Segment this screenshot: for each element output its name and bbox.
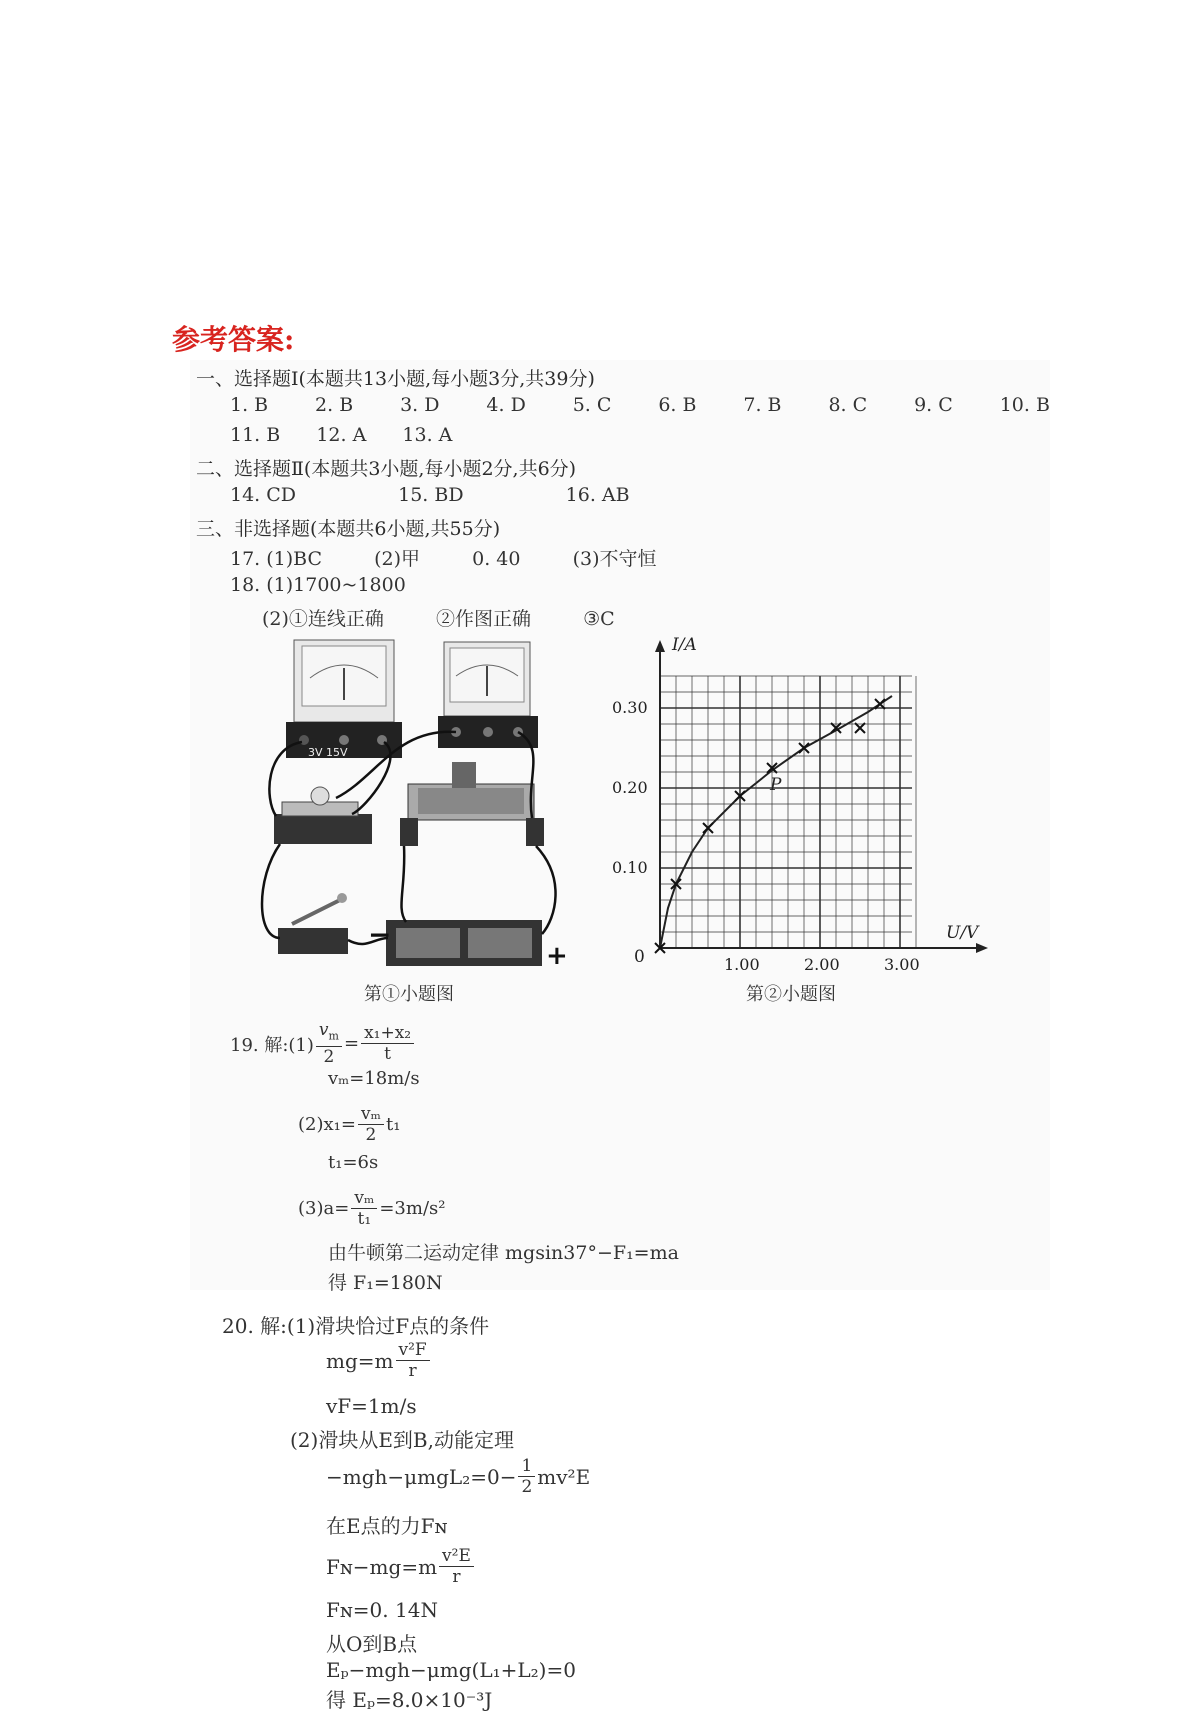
chart-axes	[655, 640, 988, 953]
q20-frac2-num: 1	[518, 1456, 535, 1477]
q18-c: ③C	[583, 608, 615, 630]
q19-frac2-den: t	[384, 1044, 392, 1065]
q20-line2: vF=1m/s	[326, 1394, 417, 1418]
q17-answers	[230, 544, 657, 571]
q19-line4: t₁=6s	[328, 1152, 379, 1173]
q20-l4-post: mv²E	[537, 1464, 591, 1489]
answer-16: 16. AB	[565, 484, 630, 506]
q20-line9: Eₚ−mgh−μmg(L₁+L₂)=0	[326, 1658, 576, 1682]
answer-7: 7. B	[743, 394, 782, 416]
q19-l3-pre: (2)x₁=	[298, 1114, 356, 1135]
section1-title: 一、选择题Ⅰ(本题共13小题,每小题3分,共39分)	[196, 368, 595, 390]
switch	[278, 893, 348, 954]
q19-frac1	[316, 1020, 342, 1067]
q18-b: ②作图正确	[436, 608, 532, 630]
chart-grid	[660, 676, 916, 948]
answer-14: 14. CD	[230, 484, 297, 506]
q20-l1-pre: mg=m	[326, 1348, 394, 1373]
section1-row1	[230, 394, 1050, 416]
x-tick-label: 2.00	[804, 955, 840, 974]
q20-frac1-den: r	[408, 1361, 417, 1381]
q19-l5-pre: (3)a=	[298, 1198, 350, 1219]
fit-curve	[660, 696, 892, 948]
q20-frac3-num: v²E	[439, 1546, 474, 1567]
q19-l3-post: t₁	[385, 1114, 401, 1135]
q19-frac4-num: vₘ	[351, 1188, 377, 1209]
answer-10: 10. B	[999, 394, 1050, 416]
y-tick-label: 0.30	[612, 698, 648, 717]
q20-line6	[326, 1546, 476, 1587]
section2-row	[230, 484, 630, 506]
answer-12: 12. A	[316, 424, 367, 446]
q19-frac3-num: vₘ	[358, 1104, 384, 1125]
q18-line1: 18. (1)1700~1800	[230, 574, 406, 596]
q17-a2: (2)甲	[374, 548, 421, 570]
section3-title: 三、非选择题(本题共6小题,共55分)	[196, 518, 501, 540]
plus-terminal: +	[546, 941, 568, 971]
q19-line2: vₘ=18m/s	[328, 1068, 420, 1089]
q19-line7: 得 F₁=180N	[328, 1272, 443, 1294]
battery-box	[368, 918, 568, 971]
q19-line3	[298, 1104, 400, 1145]
q20-line4	[326, 1456, 590, 1497]
y-tick-label: 0.20	[612, 778, 648, 797]
q19-line6: 由牛顿第二运动定律 mgsin37°−F₁=ma	[328, 1242, 679, 1264]
q19-frac3-den: 2	[365, 1125, 377, 1145]
figure2-caption: 第②小题图	[746, 984, 836, 1005]
q19-l5-post: =3m/s²	[379, 1198, 446, 1219]
q19-frac4-den: t₁	[357, 1209, 372, 1229]
x-axis-label: U/V	[946, 923, 979, 943]
y-axis-label: I/A	[672, 635, 697, 655]
page-heading: 参考答案:	[172, 323, 295, 356]
q20-frac3	[439, 1546, 474, 1587]
q18-a: (2)①连线正确	[262, 608, 384, 630]
answer-13: 13. A	[402, 424, 453, 446]
answer-3: 3. D	[400, 394, 440, 416]
point-p-label: P	[770, 775, 782, 795]
answer-15: 15. BD	[398, 484, 464, 506]
q19-frac3	[358, 1104, 384, 1145]
x-tick-label: 1.00	[724, 955, 760, 974]
q20-line8: 从O到B点	[326, 1632, 418, 1656]
q17-a2b: 0. 40	[472, 548, 521, 570]
q20-l4-pre: −mgh−μmgL₂=0−	[326, 1464, 517, 1489]
bulb-holder	[274, 787, 372, 844]
q19-frac1-den: 2	[323, 1047, 335, 1068]
section2-title: 二、选择题Ⅱ(本题共3小题,每小题2分,共6分)	[196, 458, 577, 480]
answer-11: 11. B	[230, 424, 281, 446]
q20-line10: 得 Eₚ=8.0×10⁻³J	[326, 1688, 493, 1712]
q20-frac2	[518, 1456, 535, 1497]
answer-9: 9. C	[914, 394, 953, 416]
iu-chart	[600, 630, 1000, 980]
q19-frac1-num: v	[318, 1020, 329, 1040]
q19-frac2	[361, 1023, 414, 1064]
answer-2: 2. B	[315, 394, 354, 416]
q20-line0: 20. 解:(1)滑块恰过F点的条件	[222, 1314, 490, 1338]
q20-frac1-num: v²F	[396, 1340, 430, 1361]
answer-1: 1. B	[230, 394, 269, 416]
q17-a3: (3)不守恒	[572, 548, 657, 570]
q19-line5	[298, 1188, 445, 1229]
answer-8: 8. C	[828, 394, 868, 416]
voltmeter	[286, 640, 402, 759]
origin-label: 0	[634, 947, 645, 967]
q19-frac2-num: x₁+x₂	[361, 1023, 414, 1044]
answer-4: 4. D	[486, 394, 526, 416]
answer-6: 6. B	[658, 394, 697, 416]
meter-label: 3V 15V	[308, 746, 348, 759]
q19-label: 19. 解:(1)	[230, 1034, 314, 1056]
figure1-caption: 第①小题图	[364, 984, 454, 1005]
answer-5: 5. C	[572, 394, 612, 416]
section1-row2	[230, 424, 452, 446]
q18-line2	[262, 604, 615, 631]
q20-frac3-den: r	[452, 1567, 461, 1587]
q19-frac1-sub: m	[328, 1029, 339, 1043]
rheostat	[400, 762, 544, 846]
q17-a1: 17. (1)BC	[230, 548, 323, 570]
q20-line1	[326, 1340, 432, 1381]
q19-frac4	[351, 1188, 377, 1229]
q20-line5: 在E点的力Fɴ	[326, 1514, 448, 1538]
q19-line1: 19. 解:(1) $\frac{v_m}{2}$ = $\frac{\text{x₁+x₂}}{t}$	[230, 1020, 416, 1067]
minus-terminal: −	[368, 918, 392, 951]
circuit-figure	[256, 638, 576, 978]
q20-line3: (2)滑块从E到B,动能定理	[290, 1428, 514, 1452]
q20-frac2-den: 2	[521, 1477, 533, 1497]
data-point-marker	[855, 723, 865, 733]
y-tick-label: 0.10	[612, 858, 648, 877]
q20-l6-pre: Fɴ−mg=m	[326, 1554, 438, 1579]
q20-line7: Fɴ=0. 14N	[326, 1598, 438, 1622]
x-tick-label: 3.00	[884, 955, 920, 974]
q20-frac1	[396, 1340, 430, 1381]
